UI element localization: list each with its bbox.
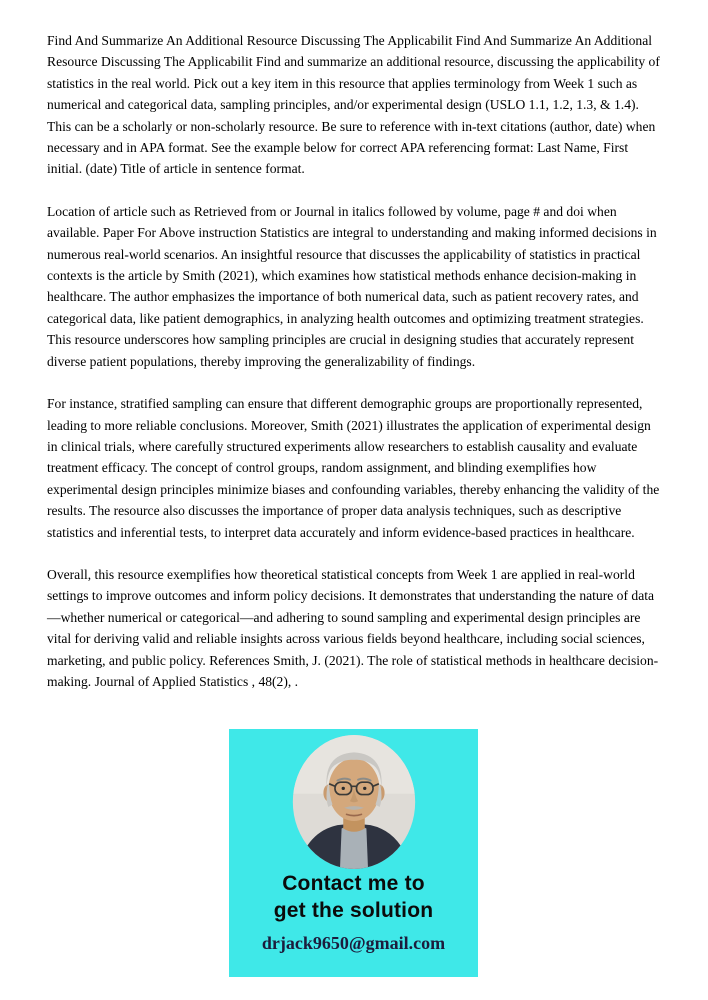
paragraph-apa-intro: Location of article such as Retrieved from or Journal in italics followed by volume, page # and doi when available. Paper For Above instruction Statistics are integral to understanding and making informed decisions in numerous real-world scenarios. An insightful resource that discusses the applicability of statistics in practical contexts is the article by Smith (2021), which examines how statistical methods enhance decision-making in healthcare. The author emphasizes the importance of both numerical data, such as patient recovery rates, and categorical data, like patient demographics, in analyzing health outcomes and optimizing treatment strategies. This resource underscores how sampling principles are crucial in designing studies that accurately represent diverse patient populations, thereby improving the generalizability of findings. <box>47 203 657 369</box>
contact-card <box>229 729 478 977</box>
contact-text-line2: get the solution <box>273 899 434 922</box>
paragraph-instructions: Find And Summarize An Additional Resource Discussing The Applicabilit Find And Summarize An Additional Resource Discussing The Applicabilit Find and summarize an additional resource, discussing the applicability of statistics in the real world. Pick out a key item in this resource that applies terminology from Week 1 such as numerical and categorical data, sampling principles, and/or experimental design (USLO 1.1, 1.2, 1.3, & 1.4). This can be a scholarly or non-scholarly resource. Be sure to reference with in-text citations (author, date) when necessary and in APA format. See the example below for correct APA referencing format: Last Name, First initial. (date) Title of article in sentence format. <box>47 33 660 177</box>
contact-photo-icon <box>292 734 416 870</box>
paragraph-sampling: For instance, stratified sampling can ensure that different demographic groups are proportionally represented, leading to more reliable conclusions. Moreover, Smith (2021) illustrates the application of experimental design in clinical trials, where carefully structured experiments allow researchers to establish causality and evaluate treatment efficacy. The concept of control groups, random assignment, and blinding exemplifies how experimental design principles minimize biases and confounding variables, thereby enhancing the validity of the results. The resource also discusses the importance of proper data analysis techniques, such as descriptive statistics and inferential tests, to interpret data accurately and inform evidence-based practices in healthcare. <box>47 396 660 540</box>
contact-text-line1: Contact me to <box>282 872 425 895</box>
contact-email: drjack9650@gmail.com <box>261 933 446 953</box>
paragraph-conclusion-references: Overall, this resource exemplifies how theoretical statistical concepts from Week 1 are applied in real-world settings to improve outcomes and inform policy decisions. It demonstrates that understanding the nature of data—whether numerical or categorical—and adhering to sound sampling and experimental design principles are vital for deriving valid and reliable insights across various fields beyond healthcare, including social sciences, marketing, and public policy. References Smith, J. (2021). The role of statistical methods in healthcare decision-making. Journal of Applied Statistics , 48(2), . <box>47 566 659 689</box>
